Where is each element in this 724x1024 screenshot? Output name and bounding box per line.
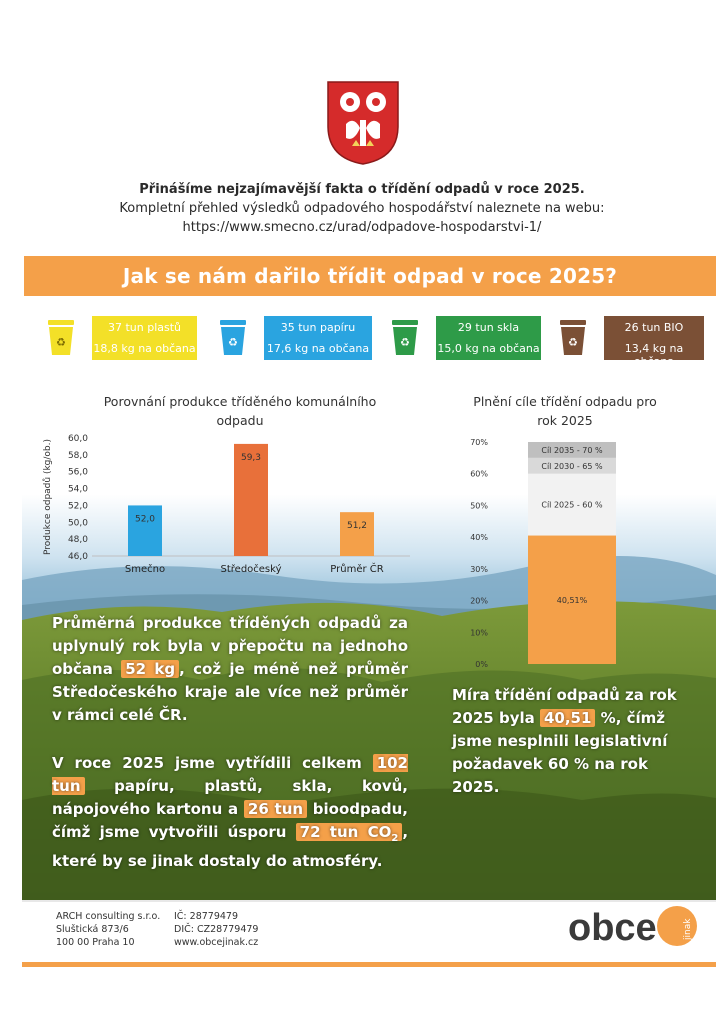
logo-subtext: jinak (683, 918, 693, 940)
recycle-bin-icon (558, 320, 588, 356)
bar-value-label: 51,2 (346, 521, 368, 532)
x-category-label: Průměr ČR (330, 564, 384, 575)
text-span: Průměrná produkce tříděných odpadů za uplynulý rok byla v přepočtu na jednoho občana (52, 614, 408, 678)
y-tick-label: 60% (470, 469, 488, 479)
bin-per-capita: 15,0 kg na občana (437, 342, 540, 355)
address-line: ARCH consulting s.r.o. (56, 911, 161, 922)
vat-id: DIČ: CZ28779479 (174, 924, 259, 935)
logo-text: obce (568, 907, 657, 949)
company-website-link[interactable]: www.obcejinak.cz (174, 937, 259, 948)
recycle-bin-icon (390, 320, 420, 356)
y-tick-label: 50,0 (67, 518, 88, 529)
bin-total: 26 tun BIO (624, 321, 684, 334)
stacked-goal-chart (462, 430, 632, 670)
intro-title: Přinášíme nejzajímavější fakta o třídění odpadů v roce 2025. (139, 182, 585, 197)
bin-total: 37 tun plastů (107, 321, 182, 334)
y-tick-label: 54,0 (67, 484, 88, 495)
x-category-label: Smečno (124, 564, 166, 575)
company-id: IČ: 28779479 (174, 911, 239, 922)
recycle-bin-icon (46, 320, 76, 356)
bin-total: 29 tun skla (457, 321, 520, 334)
y-tick-label: 50% (470, 501, 488, 511)
segment-label: Cíl 2035 - 70 % (541, 445, 603, 455)
y-tick-label: 70% (470, 438, 488, 447)
paragraph-rate (452, 684, 696, 799)
obce-jinak-logo (566, 900, 702, 956)
text-span: , které by se jinak dostaly do atmosféry. (52, 823, 409, 870)
text-span: papíru, plastů, skla, kovů, nápojového kartonu a (52, 777, 408, 818)
y-tick-label: 56,0 (67, 467, 88, 478)
highlight-value: 40,51 (540, 709, 595, 727)
highlight-value (296, 823, 403, 844)
text-span: , což je méně než průměr Středočeského kraje ale více než průměr v rámci celé ČR. (52, 660, 408, 724)
section-banner: Jak se nám dařilo třídit odpad v roce 2025? (24, 256, 716, 296)
paragraph-production (52, 612, 408, 727)
bin-paper (214, 316, 372, 360)
text-span: 72 tun CO (299, 823, 392, 841)
bar-value-label: 52,0 (134, 514, 156, 525)
highlight-value: 52 kg (121, 660, 179, 678)
y-tick-label: 30% (470, 564, 488, 574)
municipal-coat-of-arms (326, 80, 400, 166)
bin-total: 35 tun papíru (280, 321, 356, 334)
y-tick-label: 60,0 (67, 434, 88, 444)
bin-per-capita: 13,4 kg na občana (624, 342, 684, 368)
svg-text:♻: ♻ (228, 336, 238, 349)
company-address (56, 910, 160, 949)
svg-text:♻: ♻ (400, 336, 410, 349)
segment-label: Cíl 2025 - 60 % (541, 500, 603, 510)
segment-label: Cíl 2030 - 65 % (541, 461, 603, 471)
website-link[interactable]: https://www.smecno.cz/urad/odpadove-hospodarstvi-1/ (182, 220, 542, 235)
svg-text:♻: ♻ (568, 336, 578, 349)
text-span: bioodpadu, čímž jsme vytvořili úsporu (52, 800, 409, 841)
bin-bio (554, 316, 704, 368)
y-tick-label: 20% (470, 596, 488, 606)
intro-text: Kompletní přehled výsledků odpadového hospodářství naleznete na webu: (119, 201, 605, 216)
y-tick-label: 10% (470, 628, 488, 638)
address-line: 100 00 Praha 10 (56, 937, 135, 948)
paragraph-totals (52, 752, 408, 873)
recycle-bin-icon (218, 320, 248, 356)
highlight-value: 102 tun (52, 754, 408, 795)
y-tick-label: 48,0 (67, 535, 88, 546)
bin-per-capita: 17,6 kg na občana (266, 342, 370, 355)
segment-label: 40,51% (556, 595, 588, 605)
footer-bar (22, 962, 716, 967)
stack-chart-title: Plnění cíle třídění odpadu pro rok 2025 (473, 394, 657, 428)
bar-3 (340, 512, 374, 556)
address-line: Sluštická 873/6 (56, 924, 129, 935)
subscript: 2 (391, 833, 399, 844)
highlight-value: 26 tun (244, 800, 307, 818)
svg-text:♻: ♻ (56, 336, 66, 349)
y-tick-label: 46,0 (67, 552, 88, 562)
bar-1 (128, 505, 162, 556)
x-category-label: Středočeský (220, 564, 282, 575)
company-ids (174, 910, 258, 949)
bin-per-capita: 18,8 kg na občana (93, 342, 196, 355)
y-tick-label: 0% (475, 660, 488, 669)
text-span: Míra třídění odpadů za rok 2025 byla (452, 686, 677, 727)
y-tick-label: 52,0 (67, 501, 88, 512)
y-axis-label: Produkce odpadů (kg/ob.) (43, 438, 53, 556)
bin-plastic (42, 316, 197, 360)
text-span: %, čímž jsme nesplnili legislativní požadavek 60 % na rok 2025. (452, 709, 668, 796)
bar-value-label: 59,3 (240, 452, 262, 463)
bar-chart (40, 430, 420, 580)
y-tick-label: 58,0 (67, 450, 88, 461)
text-span: V roce 2025 jsme vytřídili celkem (52, 754, 373, 772)
bin-glass (386, 316, 541, 360)
bar-chart-title: Porovnání produkce tříděného komunálního odpadu (103, 394, 377, 428)
y-tick-label: 40% (470, 533, 488, 543)
